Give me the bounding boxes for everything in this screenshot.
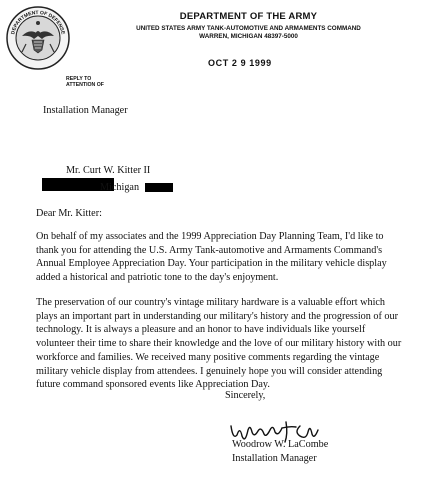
letterhead-command: UNITED STATES ARMY TANK-AUTOMOTIVE AND ARMAMENTS COMMAND	[136, 25, 361, 32]
paragraph-line: technology. It is always a pleasure and an honor to have individuals like yourself	[36, 324, 366, 336]
redacted-city	[42, 184, 98, 191]
paragraph-line: On behalf of my associates and the 1999 Appreciation Day Planning Team, I'd like to	[36, 231, 384, 242]
paragraph-line: added a historical and patriotic tone to the day's enjoyment.	[36, 272, 279, 284]
paragraph-line: The preservation of our country's vintage military hardware is a valuable effort which	[36, 297, 386, 308]
reply-to-line: REPLY TO	[66, 76, 92, 82]
paragraph-line: plays an important part in understanding our military's history and the progression of our	[36, 310, 399, 322]
body-paragraph-1	[36, 230, 434, 285]
signer-title: Installation Manager	[232, 453, 317, 464]
recipient-state: Michigan	[100, 182, 140, 193]
body-paragraph-2	[36, 296, 434, 392]
paragraph-line: workforce and families. We received many positive comments regarding the vintage	[36, 351, 380, 363]
attention-of-line: ATTENTION OF	[66, 82, 104, 88]
reply-to-block	[66, 76, 104, 88]
closing: Sincerely,	[225, 390, 266, 401]
recipient-name: Mr. Curt W. Kitter II	[66, 165, 151, 176]
paragraph-line: Annual Employee Appreciation Day. Your participation in the military vehicle display	[36, 258, 387, 270]
redacted-zip	[145, 183, 173, 192]
signer-name: Woodrow W. LaCombe	[232, 439, 329, 450]
letter-date: OCT 2 9 1999	[208, 58, 272, 68]
paragraph-line: volunteer their time to share their knowledge and the love of our military history with our	[36, 338, 402, 350]
paragraph-line: military vehicle display from attendees. I genuinely hope you will consider attending	[36, 365, 383, 377]
paragraph-line: thank you for attending the U.S. Army Tank-automotive and Armaments Command's	[36, 244, 383, 256]
letterhead-address: WARREN, MICHIGAN 48397-5000	[199, 33, 298, 40]
salutation: Dear Mr. Kitter:	[36, 208, 102, 219]
paragraph-line: future command sponsored events like Appreciation Day.	[36, 379, 270, 391]
letterhead-department: DEPARTMENT OF THE ARMY	[179, 11, 318, 22]
attention-line: Installation Manager	[43, 105, 128, 116]
seal-text: DEPARTMENT OF DEFENSE	[10, 9, 66, 36]
